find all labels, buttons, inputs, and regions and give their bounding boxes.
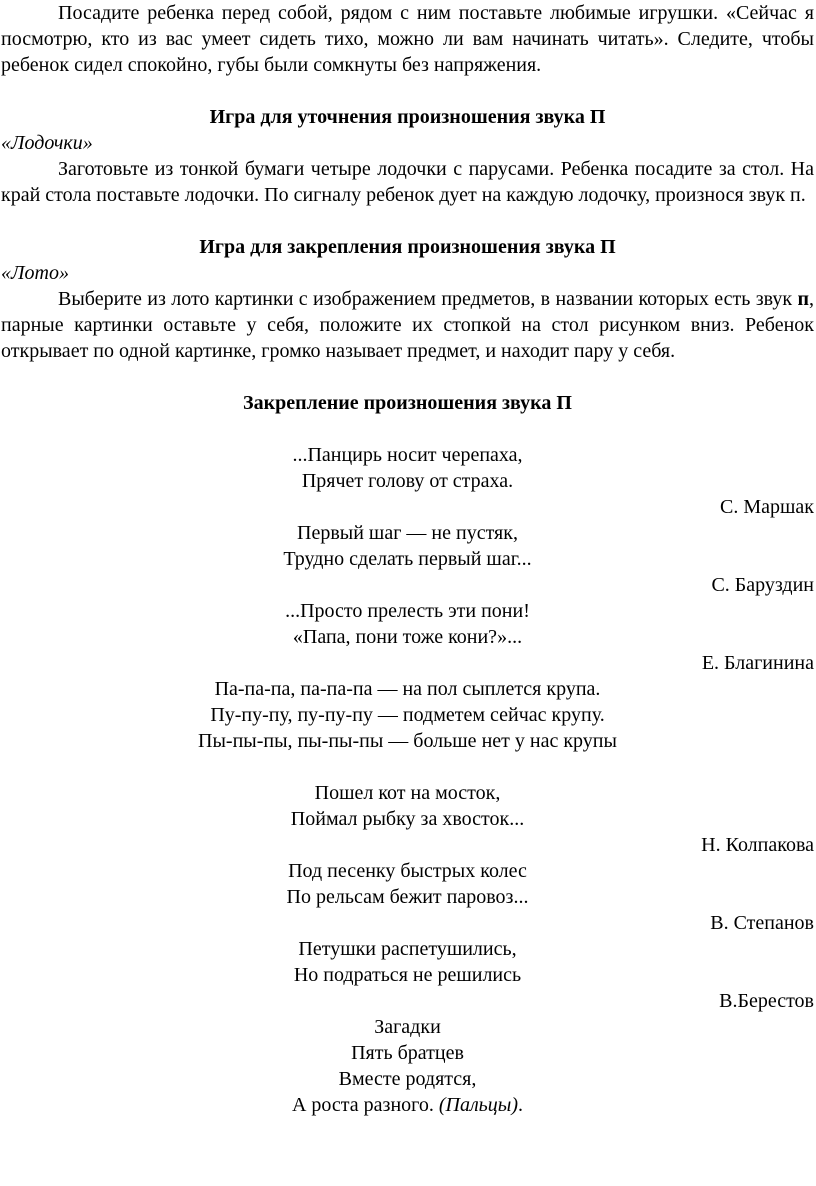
poem: [1, 520, 814, 598]
riddle-line: Вместе родятся,: [338, 1068, 477, 1090]
poem-line: Под песенку быстрых колес: [288, 860, 527, 882]
poem-line: ...Просто прелесть эти пони!: [285, 600, 530, 622]
poem: [1, 858, 814, 936]
spacer: [1, 364, 814, 390]
poem-line: ...Панцирь носит черепаха,: [292, 444, 523, 466]
spacer: [1, 208, 814, 234]
poem: [1, 936, 814, 1014]
poem: [1, 780, 814, 858]
game2-paragraph: [1, 286, 814, 364]
riddles: [1, 1014, 814, 1118]
riddle-end: .: [518, 1094, 523, 1116]
poem-line: «Папа, пони тоже кони?»...: [292, 626, 523, 648]
spacer: [1, 754, 814, 780]
game2-text-after: , парные картинки оставьте у себя, положите их стопкой на стол рисунком вниз. Ребенок открывает по одной картинке, громко называет предмет, и находит пару у себя.: [1, 288, 814, 362]
riddles-title: Загадки: [374, 1016, 441, 1038]
poem-line: Трудно сделать первый шаг...: [283, 548, 532, 570]
poem-author: Н. Колпакова: [701, 834, 814, 856]
game2-heading: Игра для закрепления произношения звука П: [199, 236, 616, 258]
poem: [1, 676, 814, 754]
poem-line: Па-па-па, па-па-па — на пол сыплется крупа.: [214, 678, 601, 700]
poem: [1, 598, 814, 676]
poem: [1, 442, 814, 520]
poem-line: По рельсам бежит паровоз...: [286, 886, 529, 908]
riddle-line: [1, 1092, 814, 1118]
poem-line: Поймал рыбку за хвосток...: [290, 808, 525, 830]
poem-line: Пошел кот на мосток,: [314, 782, 501, 804]
spacer: [1, 416, 814, 442]
poem-author: С. Баруздин: [711, 574, 814, 596]
poem-author: Е. Благинина: [701, 652, 814, 674]
game2-text-bold: п: [797, 288, 809, 310]
spacer: [1, 78, 814, 104]
game1-heading: Игра для уточнения произношения звука П: [209, 106, 606, 128]
intro-paragraph: Посадите ребенка перед собой, рядом с ним поставьте любимые игрушки. «Сейчас я посмотрю, кто из вас умеет сидеть тихо, можно ли вам начинать читать». Следите, чтобы ребенок сидел спокойно, губы были сомкнуты без напряжения.: [1, 2, 814, 76]
poem-author: С. Маршак: [720, 496, 814, 518]
poem-line: Петушки распетушились,: [298, 938, 517, 960]
game1-title: «Лодочки»: [1, 132, 93, 154]
poem-line: Пы-пы-пы, пы-пы-пы — больше нет у нас крупы: [198, 730, 617, 752]
poem-line: Пу-пу-пу, пу-пу-пу — подметем сейчас крупу.: [210, 704, 605, 726]
game1-paragraph: Заготовьте из тонкой бумаги четыре лодочки с парусами. Ребенка посадите за стол. На край стола поставьте лодочки. По сигналу ребенок дует на каждую лодочку, произнося звук п.: [1, 158, 814, 206]
poem-line: Прячет голову от страха.: [301, 470, 514, 492]
poem-author: В. Степанов: [710, 912, 814, 934]
poem-line: Первый шаг — не пустяк,: [297, 522, 518, 544]
riddle-last-line: А роста разного.: [291, 1094, 439, 1116]
riddle-line: Пять братцев: [351, 1042, 464, 1064]
poem-line: Но подраться не решились: [293, 964, 522, 986]
riddle-answer: (Пальцы): [438, 1094, 518, 1116]
poem-author: В.Берестов: [719, 990, 814, 1012]
section-heading: Закрепление произношения звука П: [243, 392, 572, 414]
game2-text-before: Выберите из лото картинки с изображением предметов, в названии которых есть звук: [58, 288, 798, 310]
game2-title: «Лото»: [1, 262, 69, 284]
